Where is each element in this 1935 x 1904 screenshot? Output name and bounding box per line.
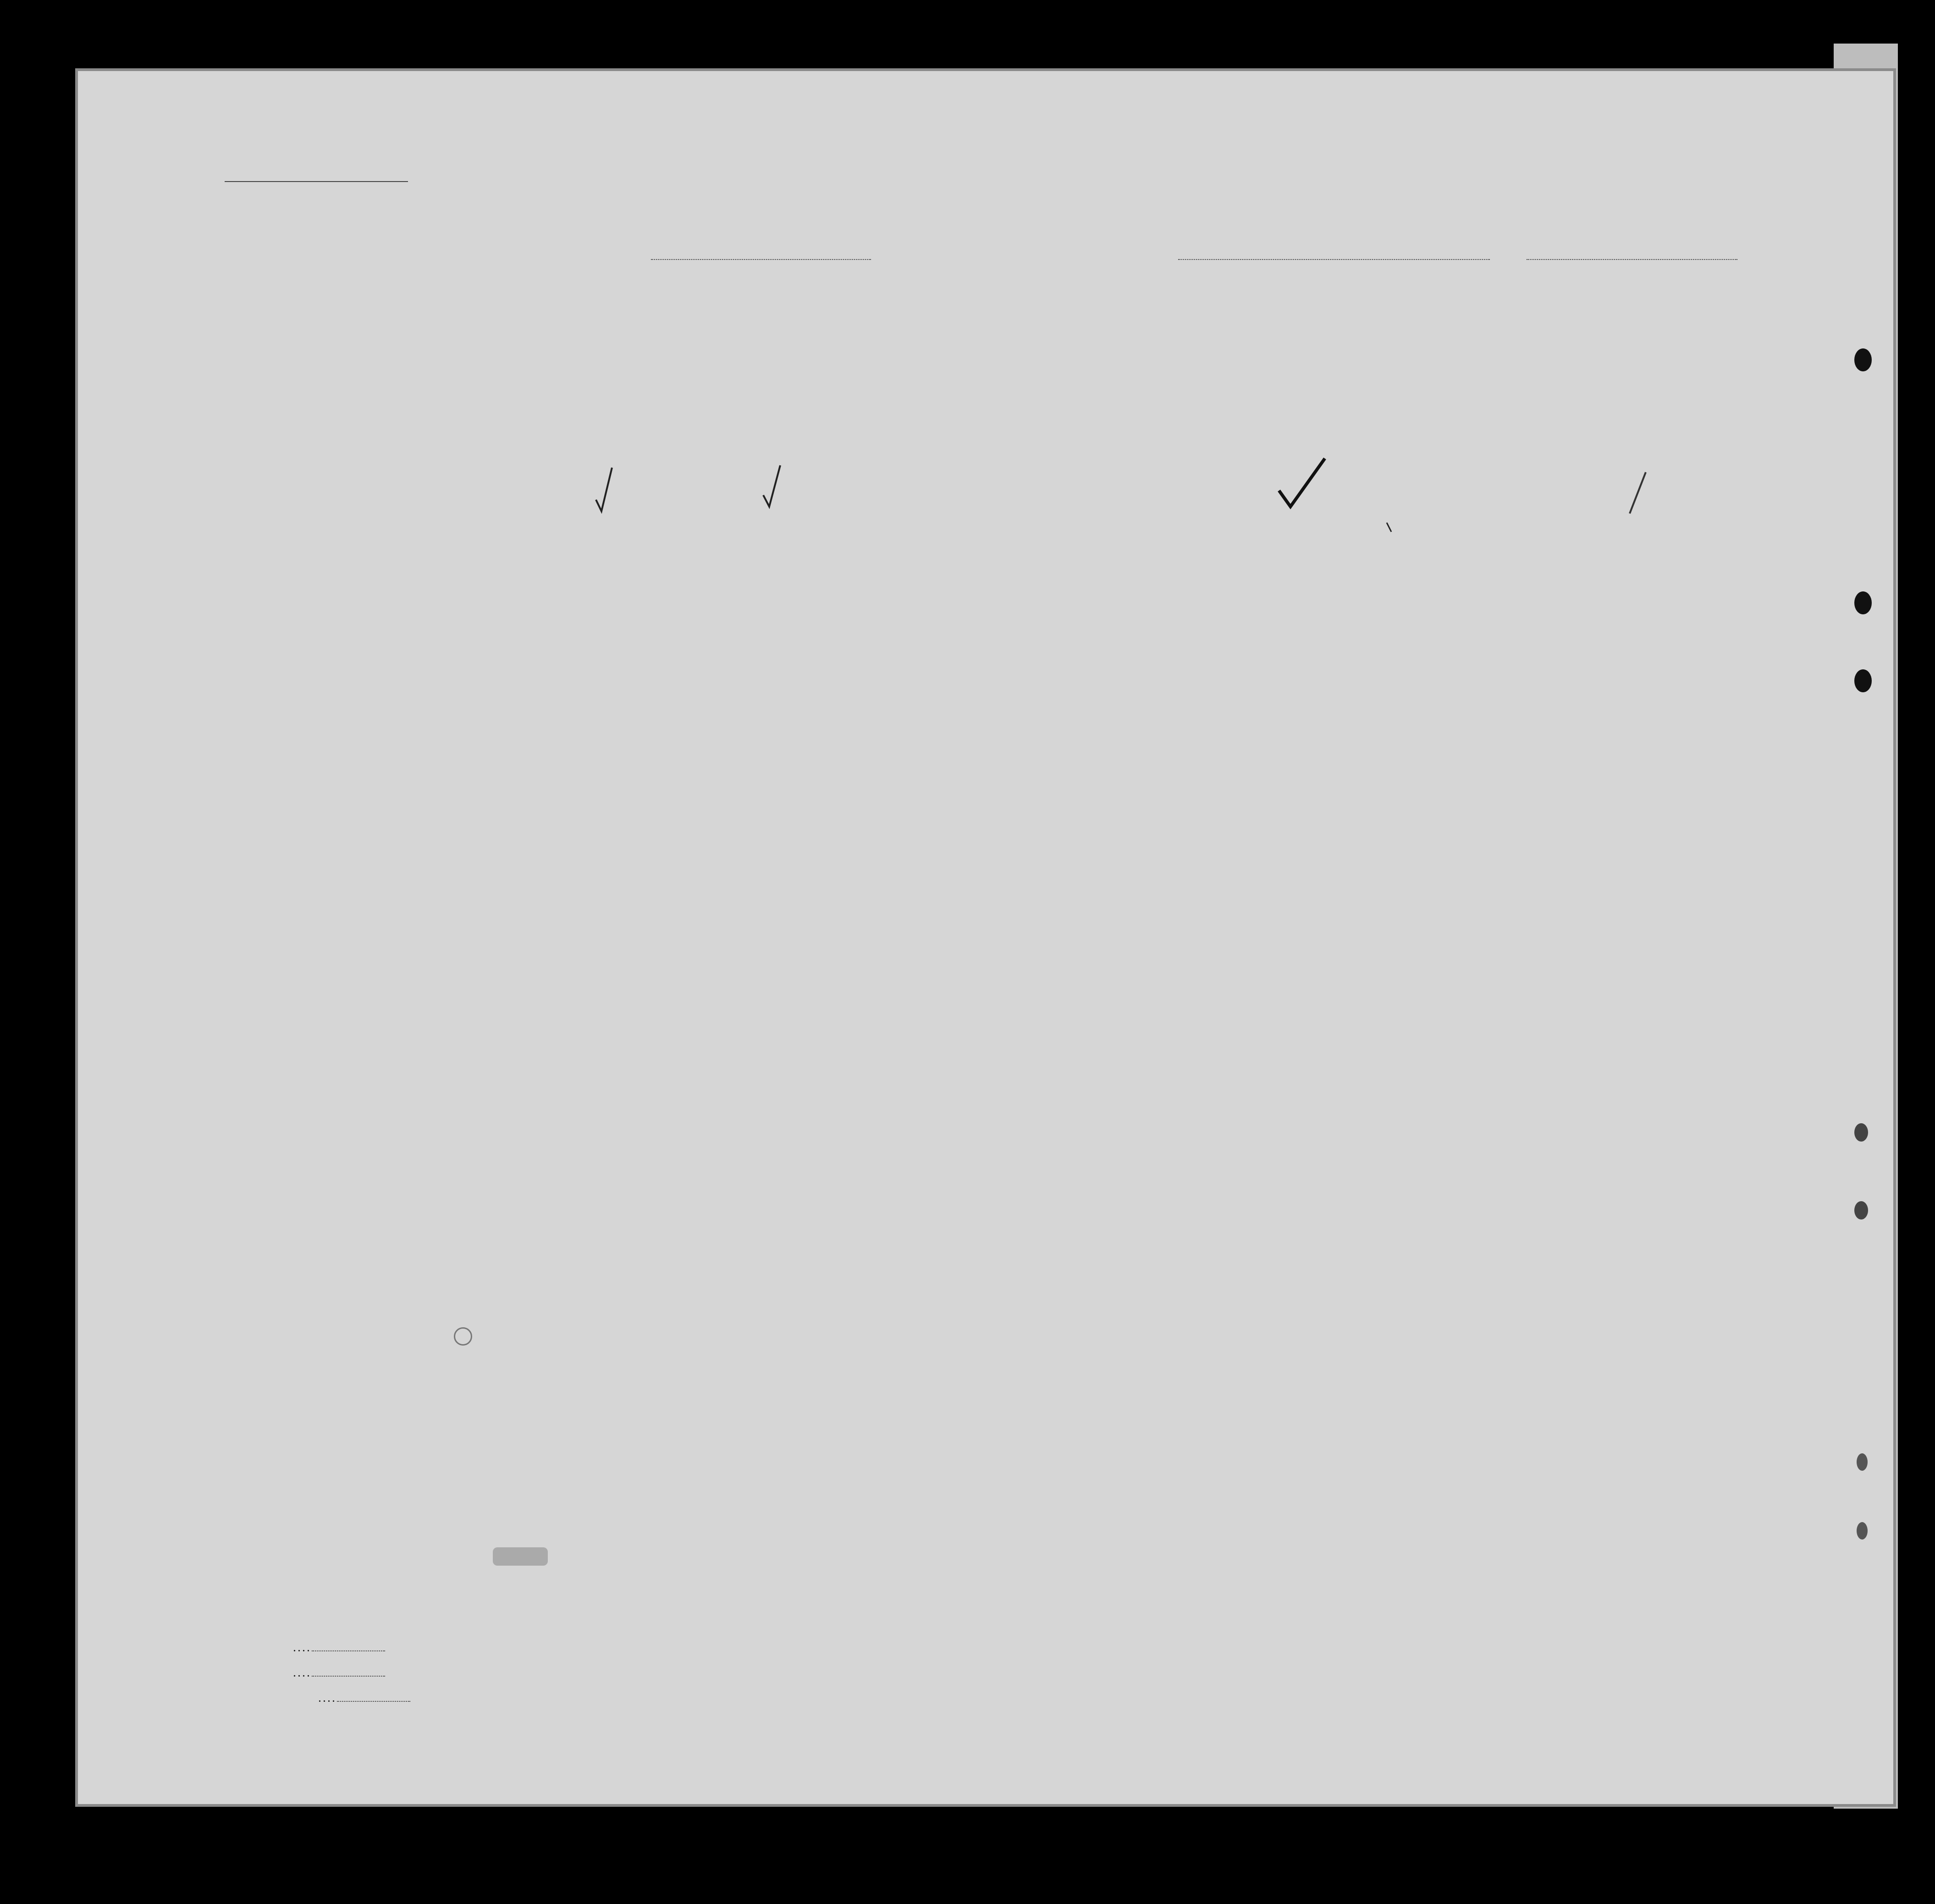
smudge [493, 1547, 548, 1566]
punch-hole [1857, 1522, 1868, 1540]
punch-hole [1854, 1123, 1868, 1142]
footer-us-citizens: . . . . [293, 1669, 385, 1679]
footer-total-passengers: . . . . [293, 1644, 385, 1654]
footer-aliens: . . . . [319, 1694, 410, 1705]
punch-hole [1854, 591, 1872, 614]
punch-hole [1854, 669, 1872, 692]
punch-hole [1854, 1201, 1868, 1220]
stray-circle-mark [454, 1327, 472, 1346]
punch-hole [1854, 348, 1872, 371]
punch-hole [1857, 1453, 1868, 1471]
